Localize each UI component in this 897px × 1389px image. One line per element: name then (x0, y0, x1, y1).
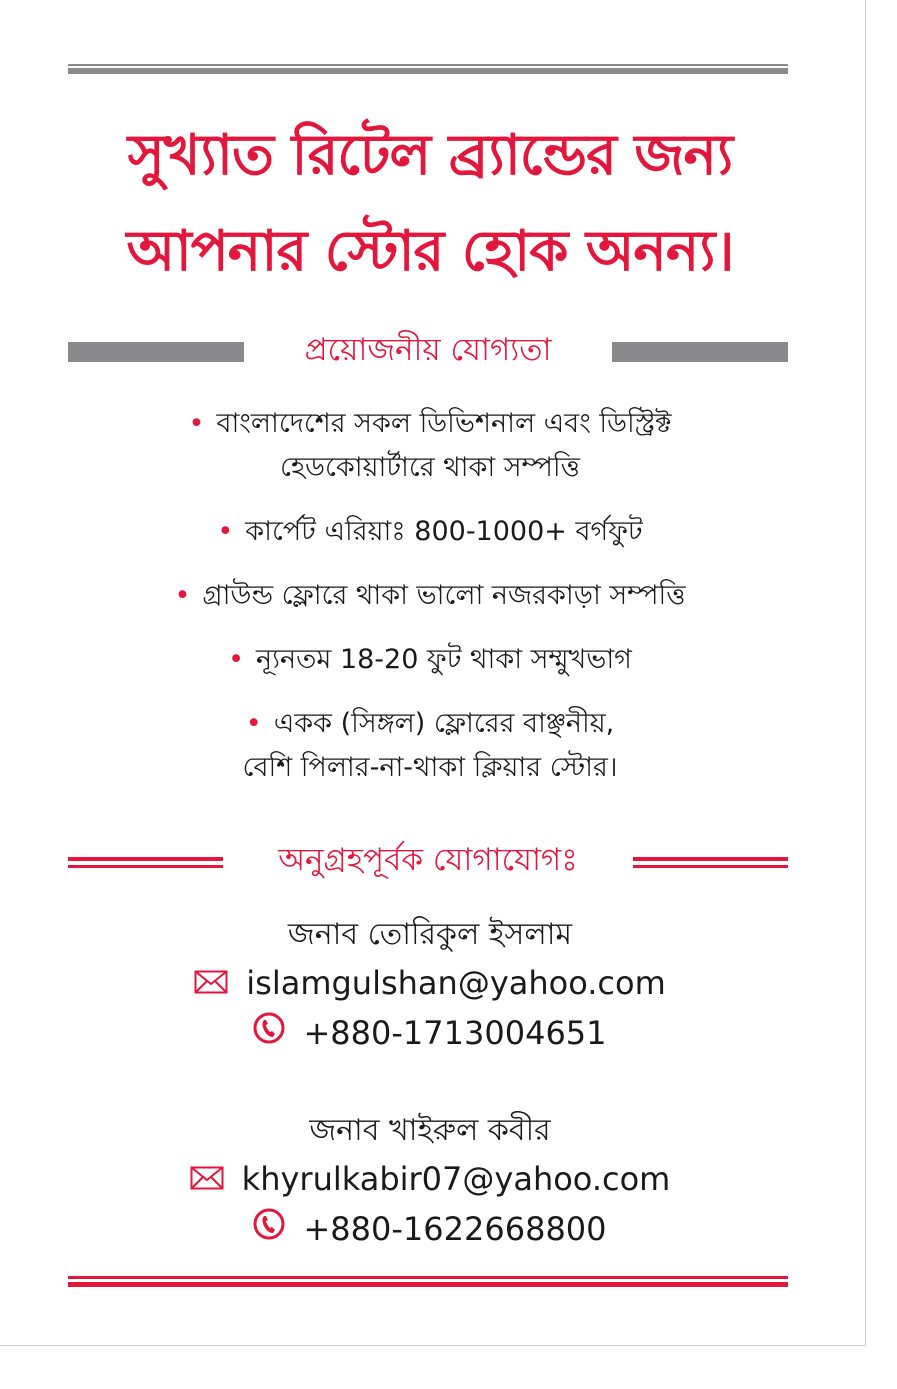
headline-line-2: আপনার স্টোর হোক অনন্য। (126, 219, 734, 284)
requirement-text: হেডকোয়ার্টারে থাকা সম্পত্তি (280, 452, 580, 483)
requirement-text: গ্রাউন্ড ফ্লোরে থাকা ভালো নজরকাড়া সম্পত্তি (202, 580, 686, 611)
contact-name: জনাব তোরিকুল ইসলাম (287, 917, 573, 952)
contact-phone-row (80, 1008, 780, 1058)
requirement-item (80, 510, 780, 554)
contact-name: জনাব খাইরুল কবীর (309, 1113, 551, 1148)
phone-icon (253, 1204, 285, 1254)
requirement-item (80, 402, 780, 490)
bullet: • (228, 644, 245, 675)
bullet: • (188, 408, 205, 439)
bullet: • (245, 708, 262, 739)
phone-icon (253, 1008, 285, 1058)
bullet: • (174, 580, 191, 611)
contact-phone-row (80, 1204, 780, 1254)
requirement-text: ন্যূনতম 18-20 ফুট থাকা সম্মুখভাগ (256, 644, 632, 675)
contact-email[interactable]: islamgulshan@yahoo.com (246, 964, 666, 1002)
bottom-divider (68, 1276, 788, 1287)
bullet: • (217, 516, 234, 547)
envelope-icon (190, 1154, 224, 1204)
requirement-text: বাংলাদেশের সকল ডিভিশনাল এবং ডিস্ট্রিক্ট (216, 408, 672, 439)
envelope-icon (194, 958, 228, 1008)
contact-phone[interactable]: +880-1713004651 (303, 1014, 607, 1052)
requirement-item (80, 638, 780, 682)
contact-email-row (80, 1154, 780, 1204)
contact-phone[interactable]: +880-1622668800 (303, 1210, 607, 1248)
contact-right-rule (633, 857, 788, 868)
requirement-text: একক (সিঙ্গল) ফ্লোরের বাঞ্ছনীয়, (273, 708, 615, 739)
contact-email-row (80, 958, 780, 1008)
contact-title: অনুগ্রহপূর্বক যোগাযোগঃ (278, 842, 578, 878)
requirement-item (80, 702, 780, 790)
requirement-item (80, 574, 780, 618)
headline-line-1: সুখ্যাত রিটেল ব্র্যান্ডের জন্য (127, 123, 733, 188)
headline (40, 108, 820, 300)
requirements-header (68, 326, 788, 378)
contact-left-rule (68, 857, 223, 868)
contact-email[interactable]: khyrulkabir07@yahoo.com (241, 1160, 671, 1198)
top-divider (68, 64, 788, 74)
requirement-text: কার্পেট এরিয়াঃ 800-1000+ বর্গফুট (245, 516, 643, 547)
contact-card (80, 1108, 780, 1254)
requirements-left-bar (68, 342, 244, 362)
requirement-text: বেশি পিলার-না-থাকা ক্লিয়ার স্টোর। (242, 752, 618, 783)
requirements-list (80, 402, 780, 810)
contact-card (80, 912, 780, 1058)
requirements-title: প্রয়োজনীয় যোগ্যতা (304, 332, 552, 368)
contact-header (68, 836, 788, 888)
requirements-right-bar (612, 342, 788, 362)
